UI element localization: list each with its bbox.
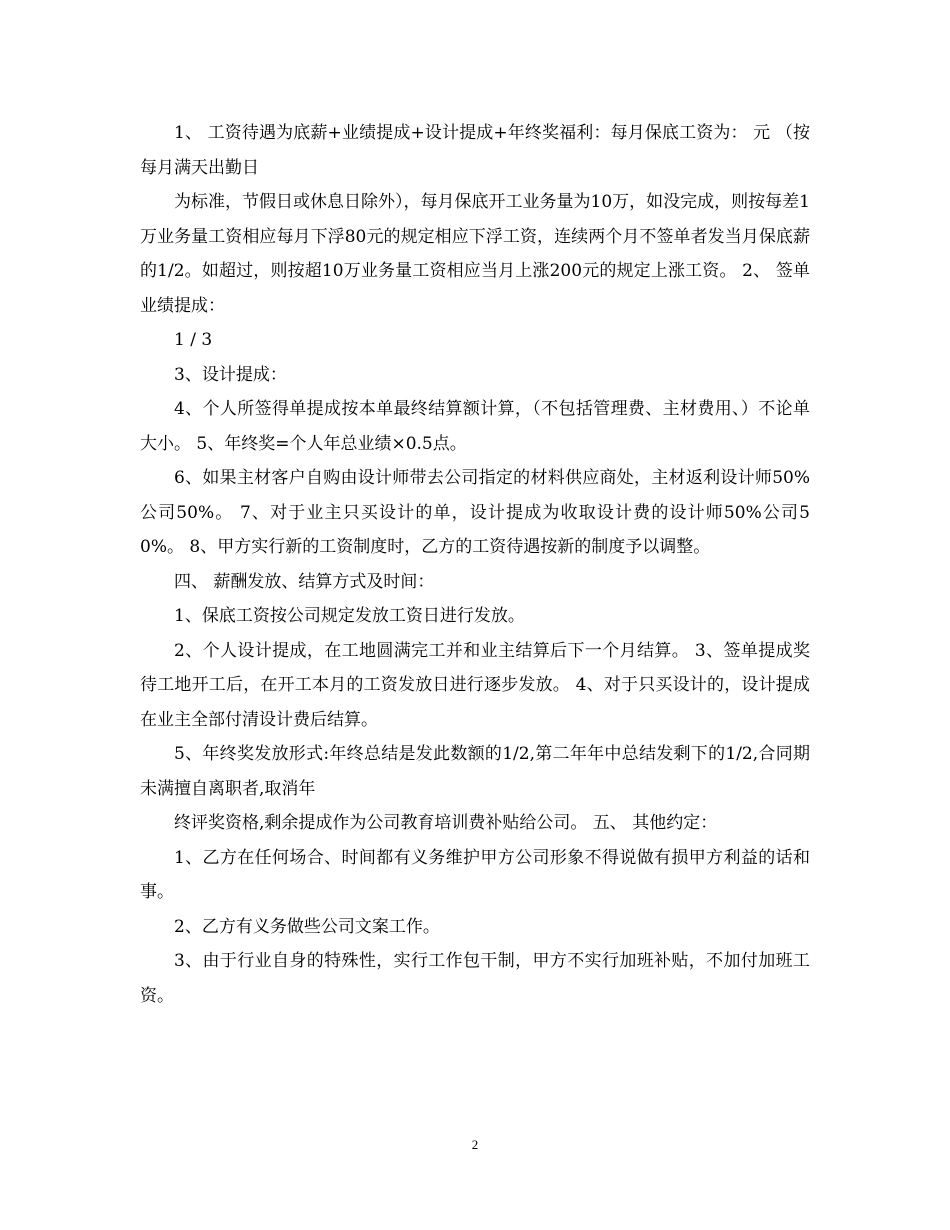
paragraph-company-image: 1、乙方在任何场合、时间都有义务维护甲方公司形象不得说做有损甲方利益的话和事。 <box>140 847 810 902</box>
paragraph-commission-ratio: 1 / 3 <box>174 330 213 350</box>
section-heading-payment: 四、 薪酬发放、结算方式及时间： <box>174 571 435 592</box>
paragraph-year-end-bonus: 5、年终奖发放形式:年终总结是发此数额的1/2,第二年年中总结发剩下的1/2,合同期未满擅自离职者,取消年 <box>140 744 810 799</box>
page-number: 2 <box>471 1137 479 1152</box>
paragraph-design-commission: 3、设计提成： <box>174 364 287 385</box>
paragraph-salary-standard: 为标准，节假日或休息日除外），每月保底开工业务量为10万，如没完成，则按每差1万业务量工资相应每月下浮80元的规定相应下浮工资，连续两个月不签单者发当月保底薪的1/2。如超过，则按超10万业务量工资相应当月上涨200元的规定上涨工资。 2、 签单业绩提成： <box>140 192 810 316</box>
paragraph-bonus-forfeiture: 终评奖资格,剩余提成作为公司教育培训费补贴给公司。 五、 其他约定： <box>174 813 718 833</box>
paragraph-material-rebate: 6、如果主材客户自购由设计师带去公司指定的材料供应商处，主材返利设计师50%公司50%。 7、对于业主只买设计的单，设计提成为收取设计费的设计师50%公司50%。 8、甲方实行新的工资制度时，乙方的工资待遇按新的制度予以调整。 <box>140 468 810 557</box>
paragraph-copywriting-duty: 2、乙方有义务做些公司文案工作。 <box>174 916 440 937</box>
paragraph-commission-settlement: 2、个人设计提成，在工地圆满完工并和业主结算后下一个月结算。 3、签单提成奖待工地开工后，在开工本月的工资发放日进行逐步发放。 4、对于只买设计的，设计提成在业主全部付清设计费后结算。 <box>140 640 810 730</box>
paragraph-salary-structure: 1、 工资待遇为底薪+业绩提成+设计提成+年终奖福利：每月保底工资为： 元 （按每月满天出勤日 <box>140 123 810 178</box>
paragraph-overtime-policy: 3、由于行业自身的特殊性，实行工作包干制，甲方不实行加班补贴，不加付加班工资。 <box>140 951 810 1006</box>
document-body <box>140 116 810 1013</box>
paragraph-personal-commission: 4、个人所签得单提成按本单最终结算额计算，（不包括管理费、主材费用、）不论单大小。 5、年终奖=个人年总业绩×0.5点。 <box>140 399 810 454</box>
paragraph-base-salary-payment: 1、保底工资按公司规定发放工资日进行发放。 <box>174 606 525 626</box>
